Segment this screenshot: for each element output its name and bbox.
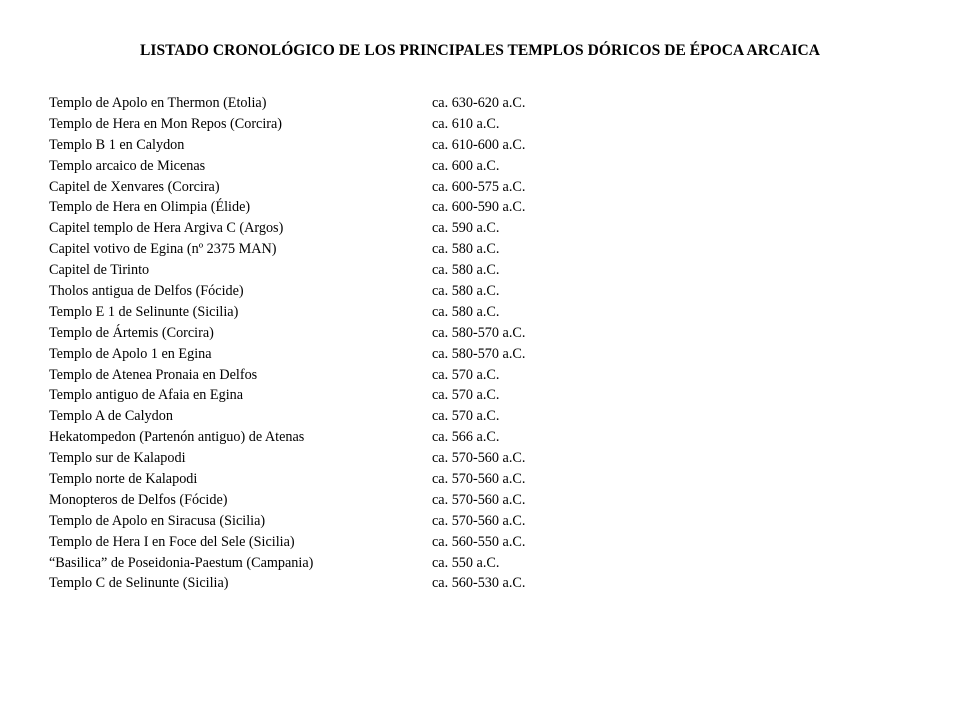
list-item (49, 344, 909, 365)
temple-date: ca. 590 a.C. (432, 220, 500, 237)
temple-date: ca. 570 a.C. (432, 366, 500, 383)
list-item (49, 406, 909, 427)
temple-date: ca. 580-570 a.C. (432, 324, 526, 341)
list-item (49, 385, 909, 406)
temple-date: ca. 570-560 a.C. (432, 450, 526, 467)
temple-name: Templo sur de Kalapodi (49, 450, 186, 467)
temple-date: ca. 580 a.C. (432, 303, 500, 320)
list-item (49, 511, 909, 532)
list-item (49, 93, 909, 114)
temple-date: ca. 560-530 a.C. (432, 575, 526, 592)
temple-name: “Basilica” de Poseidonia-Paestum (Campania) (49, 554, 314, 571)
temple-date: ca. 580 a.C. (432, 241, 500, 258)
list-item (49, 469, 909, 490)
temple-name: Capitel templo de Hera Argiva C (Argos) (49, 220, 284, 237)
list-item (49, 365, 909, 386)
temple-date: ca. 560-550 a.C. (432, 533, 526, 550)
list-item (49, 490, 909, 511)
list-item (49, 573, 909, 594)
temple-date: ca. 630-620 a.C. (432, 95, 526, 111)
page-title: LISTADO CRONOLÓGICO DE LOS PRINCIPALES TEMPLOS DÓRICOS DE ÉPOCA ARCAICA (139, 42, 821, 59)
temple-date: ca. 580 a.C. (432, 283, 500, 300)
list-item (49, 323, 909, 344)
list-item (49, 553, 909, 574)
temple-name: Templo A de Calydon (49, 408, 173, 425)
temple-name: Templo de Hera I en Foce del Sele (Sicilia) (49, 533, 295, 550)
temple-name: Templo C de Selinunte (Sicilia) (49, 575, 229, 592)
temple-date: ca. 580 a.C. (432, 262, 500, 279)
temple-date: ca. 600-590 a.C. (432, 199, 526, 216)
temple-list (49, 93, 909, 594)
temple-name: Hekatompedon (Partenón antiguo) de Atenas (49, 429, 305, 446)
temple-name: Templo de Apolo en Siracusa (Sicilia) (49, 512, 266, 529)
temple-date: ca. 570-560 a.C. (432, 512, 526, 529)
list-item (49, 197, 909, 218)
list-item (49, 156, 909, 177)
list-item (49, 239, 909, 260)
list-item (49, 302, 909, 323)
temple-date: ca. 570-560 a.C. (432, 471, 526, 488)
list-item (49, 218, 909, 239)
temple-date: ca. 570 a.C. (432, 408, 500, 425)
temple-name: Templo de Ártemis (Corcira) (49, 324, 214, 341)
temple-date: ca. 580-570 a.C. (432, 345, 526, 362)
temple-date: ca. 610-600 a.C. (432, 136, 526, 153)
temple-date: ca. 566 a.C. (432, 429, 500, 446)
temple-name: Tholos antigua de Delfos (Fócide) (49, 283, 244, 300)
temple-name: Templo B 1 en Calydon (49, 136, 185, 153)
temple-name: Capitel de Tirinto (49, 262, 150, 279)
list-item (49, 135, 909, 156)
list-item (49, 114, 909, 135)
temple-name: Templo de Hera en Olimpia (Élide) (49, 199, 251, 216)
temple-name: Templo antiguo de Afaia en Egina (49, 387, 244, 404)
list-item (49, 177, 909, 198)
list-item (49, 448, 909, 469)
temple-name: Templo E 1 de Selinunte (Sicilia) (49, 303, 239, 320)
temple-date: ca. 600 a.C. (432, 157, 500, 174)
temple-date: ca. 570-560 a.C. (432, 491, 526, 508)
temple-name: Templo de Atenea Pronaia en Delfos (49, 366, 258, 383)
temple-date: ca. 570 a.C. (432, 387, 500, 404)
temple-name: Capitel votivo de Egina (nº 2375 MAN) (49, 241, 277, 258)
list-item (49, 532, 909, 553)
list-item (49, 260, 909, 281)
temple-date: ca. 600-575 a.C. (432, 178, 526, 195)
temple-date: ca. 550 a.C. (432, 554, 500, 571)
temple-name: Capitel de Xenvares (Corcira) (49, 178, 220, 195)
temple-name: Templo de Apolo 1 en Egina (49, 345, 212, 362)
list-item (49, 281, 909, 302)
temple-name: Templo de Hera en Mon Repos (Corcira) (49, 115, 283, 132)
temple-name: Templo norte de Kalapodi (49, 471, 198, 488)
temple-name: Templo arcaico de Micenas (49, 157, 206, 174)
temple-name: Monopteros de Delfos (Fócide) (49, 491, 228, 508)
temple-name: Templo de Apolo en Thermon (Etolia) (49, 95, 267, 111)
list-item (49, 427, 909, 448)
temple-date: ca. 610 a.C. (432, 115, 500, 132)
